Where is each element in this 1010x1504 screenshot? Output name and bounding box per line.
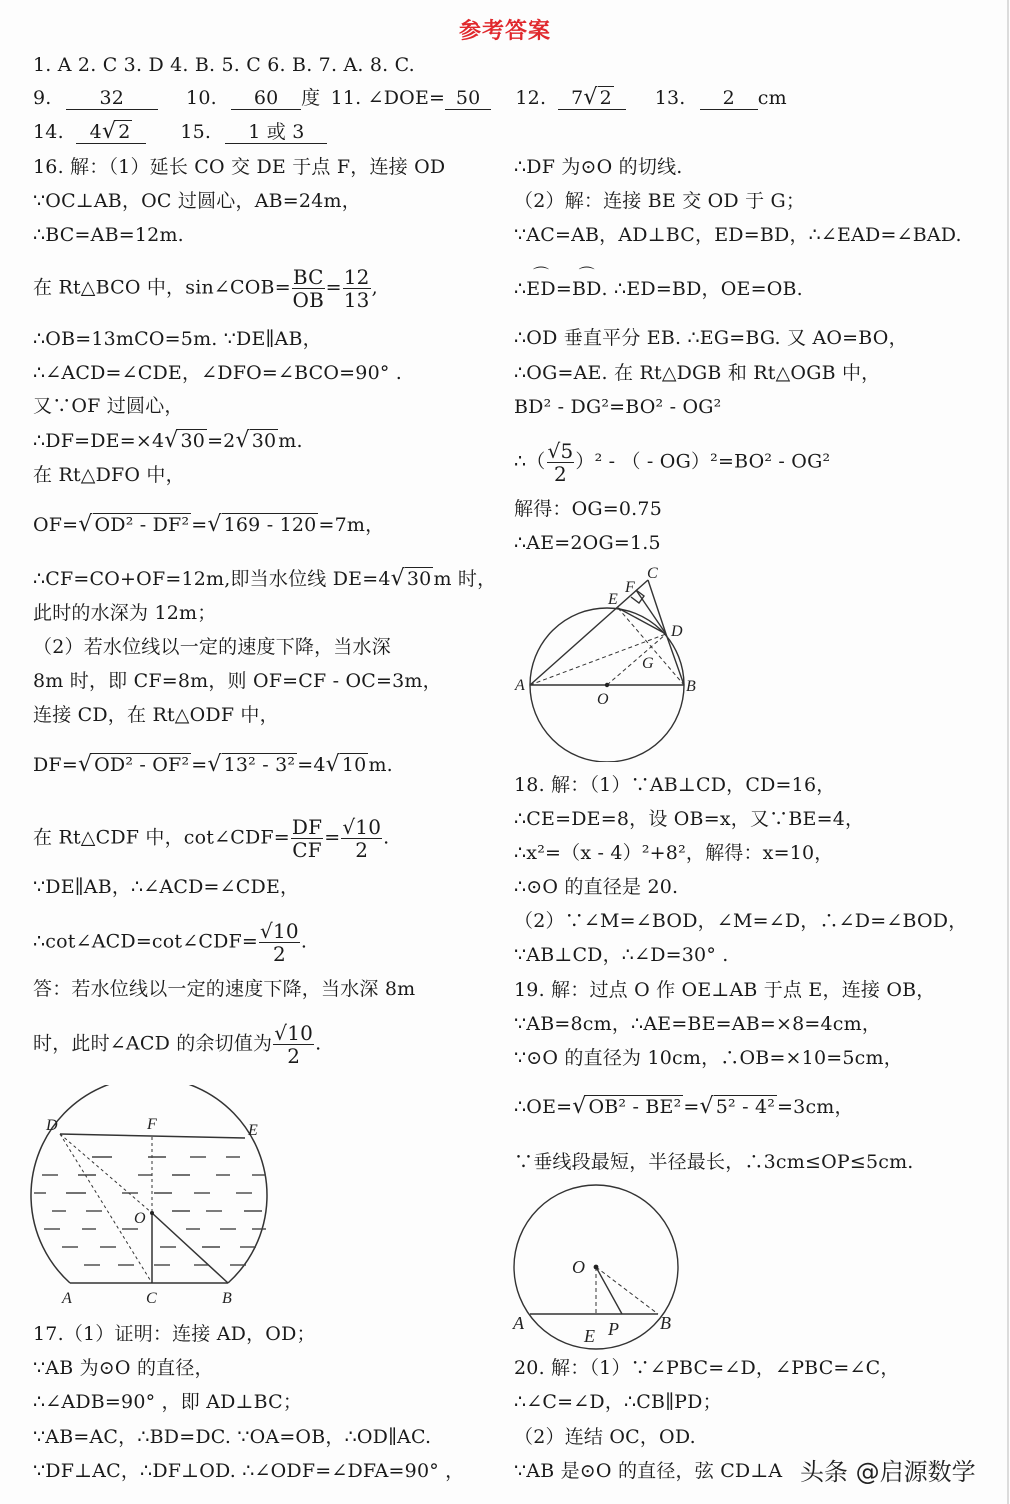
q16-line-13: （2）若水位线以一定的速度下降，当水深 — [33, 636, 391, 658]
q17-circle-tangent-diagram — [508, 562, 718, 762]
q16-line-9: 在 Rt△DFO 中， — [33, 464, 185, 486]
q11-label: 11. ∠DOE= — [330, 87, 446, 109]
svg-text:C: C — [146, 1290, 157, 1307]
svg-text:A: A — [62, 1290, 72, 1307]
q12-label: 12. — [515, 87, 547, 109]
q20-line-2: ∴∠C=∠D，∴CB∥PD； — [514, 1391, 722, 1413]
q10-label: 10. — [186, 87, 217, 109]
q14-label: 14. — [33, 121, 64, 143]
q17-line-2: ∵AB 为⊙O 的直径， — [33, 1357, 214, 1379]
q16-line-10: OF=√ OD² - DF² =√ 169 - 120 =7m， — [33, 512, 385, 537]
q16-line-3: ∴BC=AB=12m. — [33, 224, 184, 246]
q18-line-6: ∵AB⊥CD，∴∠D=30° . — [514, 944, 729, 966]
q19-line-2: ∵AB=8cm，∴AE=BE=AB=×8=4cm， — [514, 1013, 882, 1035]
q13-label: 13. — [654, 87, 686, 109]
q12-answer: 7√ 2 — [558, 87, 626, 110]
q13-unit: cm — [757, 87, 787, 109]
q9-answer: 32 — [66, 87, 158, 110]
svg-text:E: E — [608, 591, 618, 608]
q17-right-line-1: ∴DF 为⊙O 的切线. — [514, 156, 683, 178]
page-title: 参考答案 — [458, 18, 551, 44]
q17-right-line-2: （2）解：连接 BE 交 OD 于 G； — [514, 190, 806, 212]
q19-line-4: ∴OE=√ OB² - BE² =√ 5² - 4² =3cm， — [514, 1094, 854, 1119]
svg-text:F: F — [147, 1116, 157, 1133]
q16-line-8: ∴DF=DE=×4√ 30 =2√ 30 m. — [33, 428, 303, 453]
q16-line-5: ∴OB=13mCO=5m. ∵DE∥AB， — [33, 328, 322, 350]
q19-circle-chord-diagram — [508, 1182, 688, 1350]
q17-right-line-10: ∴AE=2OG=1.5 — [514, 532, 661, 554]
q16-line-6: ∴∠ACD=∠CDE，∠DFO=∠BCO=90° . — [33, 362, 403, 384]
svg-text:P: P — [608, 1319, 619, 1339]
svg-text:D: D — [671, 623, 683, 640]
q14-answer: 4√ 2 — [76, 121, 146, 144]
mc-answers: 1. A 2. C 3. D 4. B. 5. C 6. B. 7. A. 8. C. — [33, 54, 415, 76]
svg-text:B: B — [222, 1290, 232, 1307]
q20-line-3: （2）连结 OC，OD. — [514, 1426, 696, 1448]
svg-text:O: O — [134, 1210, 146, 1227]
svg-text:O: O — [597, 691, 609, 708]
q18-line-3: ∴x²=（x - 4）²+8²，解得：x=10， — [514, 842, 834, 864]
q16-line-1: 16. 解：（1）延长 CO 交 DE 于点 F，连接 OD — [33, 156, 446, 178]
q15-label: 15. — [180, 121, 212, 143]
q16-line-18: ∵DE∥AB，∴∠ACD=∠CDE， — [33, 876, 300, 898]
q10-unit: 度 — [301, 87, 321, 109]
svg-text:A: A — [513, 1313, 524, 1333]
q16-circle-water-diagram — [30, 1085, 280, 1310]
q18-line-5: （2）∵∠M=∠BOD，∠M=∠D，∴∠D=∠BOD， — [514, 910, 968, 932]
svg-text:C: C — [647, 565, 658, 582]
q19-line-5: ∵垂线段最短，半径最长，∴3cm≤OP≤5cm. — [514, 1151, 914, 1173]
q17-right-line-8: ∴（ $\frac{√5}{2}$ ）² - （ - OG）²=BO² - OG² — [514, 439, 831, 486]
q16-line-21: 时，此时∠ACD 的余切值为 $\frac{√10}{2}$ . — [33, 1021, 322, 1068]
q17-right-line-6: ∴OG=AE. 在 Rt△DGB 和 Rt△OGB 中， — [514, 362, 881, 384]
q16-line-12: 此时的水深为 12m； — [33, 602, 217, 624]
svg-text:O: O — [572, 1257, 585, 1277]
svg-text:B: B — [660, 1313, 671, 1333]
fraction: $\frac{12}{13}$ — [343, 265, 370, 312]
q18-line-1: 18. 解：（1）∵AB⊥CD，CD=16， — [514, 774, 836, 796]
q16-line-14: 8m 时，即 CF=8m，则 OF=CF - OC=3m， — [33, 670, 442, 692]
q13-answer: 2 — [700, 87, 758, 110]
svg-text:G: G — [642, 655, 654, 672]
fill-answers-row-1 — [33, 85, 787, 111]
svg-text:D: D — [46, 1117, 58, 1134]
q16-line-11: ∴CF=CO+OF=12m,即当水位线 DE=4√ 30 m 时， — [33, 566, 497, 591]
watermark: 头条 @启源数学 — [800, 1458, 976, 1486]
q17-line-4: ∵AB=AC，∴BD=DC. ∵OA=OB，∴OD∥AC. — [33, 1426, 432, 1448]
q19-line-1: 19. 解：过点 O 作 OE⊥AB 于点 E，连接 OB， — [514, 979, 936, 1001]
q20-line-4: ∵AB 是⊙O 的直径，弦 CD⊥A — [514, 1460, 783, 1482]
q16-line-16: DF=√ OD² - OF² =√ 13² - 3² =4√ 10 m. — [33, 752, 393, 777]
q17-right-line-9: 解得：OG=0.75 — [514, 498, 662, 520]
q16-line-19: ∴cot∠ACD=cot∠CDF= $\frac{√10}{2}$ . — [33, 919, 308, 966]
svg-text:E: E — [248, 1122, 258, 1139]
q16-line-17: 在 Rt△CDF 中，cot∠CDF= $\frac{DF}{CF}$ = $\frac{√10}{2}$ . — [33, 815, 390, 862]
q15-answer: 1 或 3 — [225, 121, 327, 144]
svg-text:E: E — [584, 1326, 595, 1346]
q17-right-line-7: BD² - DG²=BO² - OG² — [514, 396, 722, 418]
fill-answers-row-2 — [33, 119, 327, 145]
q10-answer: 60 — [231, 87, 301, 110]
q16-line-2: ∵OC⊥AB，OC 过圆心，AB=24m， — [33, 190, 361, 212]
q16-line-15: 连接 CD，在 Rt△ODF 中， — [33, 704, 279, 726]
arc-symbol: ⌒ BD — [572, 276, 602, 302]
q9-label: 9. — [33, 87, 52, 109]
fraction: $\frac{BC}{OB}$ — [292, 265, 324, 312]
q17-right-line-4: ∴⌒ ED=⌒ BD. ∴ED=BD，OE=OB. — [514, 276, 803, 302]
q18-line-4: ∴⊙O 的直径是 20. — [514, 876, 679, 898]
page-edge — [1007, 0, 1009, 1504]
q17-right-line-5: ∴OD 垂直平分 EB. ∴EG=BG. 又 AO=BO， — [514, 327, 908, 349]
q16-line-7: 又∵OF 过圆心， — [33, 395, 184, 417]
q16-line-20: 答：若水位线以一定的速度下降，当水深 8m — [33, 978, 416, 1000]
q20-line-1: 20. 解：（1）∵∠PBC=∠D，∠PBC=∠C， — [514, 1357, 900, 1379]
svg-text:B: B — [686, 678, 696, 695]
q16-line-4: 在 Rt△BCO 中，sin∠COB= $\frac{BC}{OB}$ = $\frac{12}{13}$ , — [33, 265, 378, 312]
arc-symbol: ⌒ ED — [526, 276, 556, 302]
q18-line-2: ∴CE=DE=8，设 OB=x，又∵BE=4， — [514, 808, 865, 830]
q17-line-5: ∵DF⊥AC，∴DF⊥OD. ∴∠ODF=∠DFA=90° ， — [33, 1460, 465, 1482]
q17-line-1: 17.（1）证明：连接 AD，OD； — [33, 1323, 316, 1345]
q17-right-line-3: ∵AC=AB，AD⊥BC，ED=BD，∴∠EAD=∠BAD. — [514, 224, 962, 246]
sqrt-symbol: √ 2 — [583, 85, 612, 110]
q19-line-3: ∵⊙O 的直径为 10cm，∴OB=×10=5cm， — [514, 1047, 903, 1069]
q17-line-3: ∴∠ADB=90° ，即 AD⊥BC； — [33, 1391, 303, 1413]
q11-answer: 50 — [445, 87, 491, 110]
svg-text:A: A — [515, 677, 525, 694]
svg-text:F: F — [625, 579, 635, 596]
